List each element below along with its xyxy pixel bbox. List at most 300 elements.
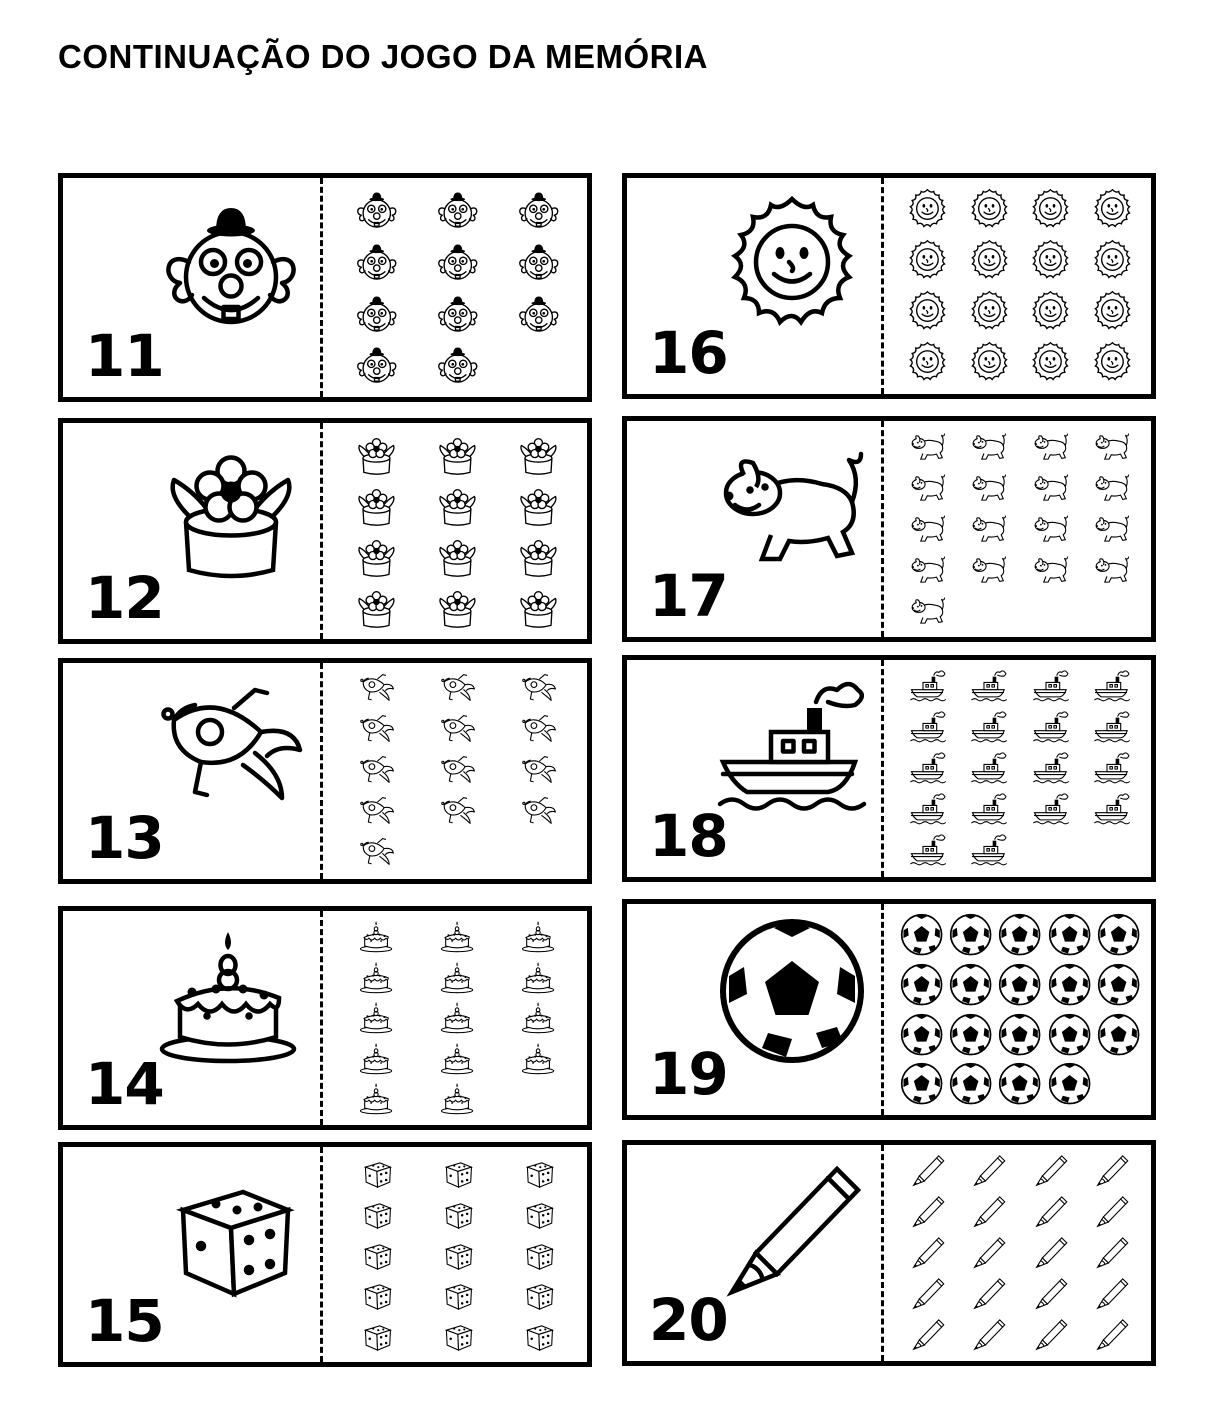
- main-illustration: [717, 1157, 867, 1312]
- pencil-icon: [1033, 1153, 1069, 1189]
- count-item: [1094, 1276, 1130, 1317]
- count-item: [440, 671, 476, 712]
- count-item: [440, 1000, 476, 1041]
- count-item: [1094, 1235, 1130, 1276]
- count-item: [359, 1237, 395, 1278]
- pencil-icon: [1033, 1276, 1069, 1312]
- count-item: [354, 239, 400, 290]
- flower-pot-icon: [435, 483, 480, 528]
- sun-face-icon: [1028, 238, 1073, 283]
- dog-icon: [971, 429, 1007, 465]
- page-title: CONTINUAÇÃO DO JOGO DA MEMÓRIA: [58, 38, 708, 75]
- sun-face-icon: [1090, 238, 1135, 283]
- dashed-divider: [320, 663, 323, 879]
- count-item: [998, 1013, 1041, 1061]
- card-number: 19: [649, 1040, 728, 1108]
- memory-card-16[interactable]: [622, 173, 1156, 399]
- count-item: [521, 794, 557, 835]
- dog-icon: [971, 470, 1007, 506]
- count-item: [1033, 1194, 1069, 1235]
- count-item: [521, 1277, 557, 1318]
- count-item: [359, 1155, 395, 1196]
- steamboat-icon: [1033, 709, 1069, 745]
- count-item: [359, 794, 395, 835]
- sun-face-icon: [967, 187, 1012, 232]
- rocket-icon: [440, 794, 476, 830]
- count-item: [1090, 238, 1135, 288]
- rocket-icon: [156, 675, 306, 825]
- memory-card-18[interactable]: [622, 655, 1156, 882]
- count-item: [516, 432, 561, 482]
- rocket-icon: [440, 712, 476, 748]
- pencil-icon: [1094, 1194, 1130, 1230]
- steamboat-icon: [971, 709, 1007, 745]
- rocket-icon: [359, 753, 395, 789]
- count-item: [440, 1081, 476, 1122]
- count-item: [1033, 709, 1069, 750]
- card-number-half: [63, 423, 320, 639]
- count-item: [521, 1318, 557, 1359]
- soccer-ball-icon: [1097, 913, 1140, 956]
- sun-face-icon: [1028, 340, 1073, 385]
- count-item: [949, 1013, 992, 1061]
- card-number: 17: [649, 562, 728, 630]
- count-item: [516, 585, 561, 635]
- flower-pot-icon: [516, 585, 561, 630]
- count-item: [435, 239, 481, 290]
- count-illustrations: [889, 178, 1151, 394]
- memory-card-15[interactable]: [58, 1142, 592, 1367]
- pencil-icon: [1033, 1194, 1069, 1230]
- pencil-icon: [971, 1317, 1007, 1353]
- main-illustration: [156, 435, 306, 590]
- card-number: 12: [85, 564, 164, 632]
- count-item: [359, 919, 395, 960]
- pencil-icon: [910, 1194, 946, 1230]
- main-illustration: [717, 190, 867, 345]
- main-illustration: [717, 672, 867, 827]
- count-item: [905, 187, 950, 237]
- clown-face-icon: [354, 239, 400, 285]
- count-item: [1094, 1153, 1130, 1194]
- dice-icon: [521, 1277, 557, 1313]
- count-item: [521, 919, 557, 960]
- count-item: [1033, 1317, 1069, 1358]
- rocket-icon: [521, 712, 557, 748]
- pencil-icon: [1094, 1276, 1130, 1312]
- count-item: [1028, 340, 1073, 390]
- memory-card-19[interactable]: [622, 899, 1156, 1120]
- memory-card-13[interactable]: [58, 658, 592, 884]
- dice-icon: [521, 1237, 557, 1273]
- steamboat-icon: [910, 791, 946, 827]
- pencil-icon: [971, 1235, 1007, 1271]
- count-item: [900, 1013, 943, 1061]
- count-item: [435, 483, 480, 533]
- count-item: [971, 1317, 1007, 1358]
- soccer-ball-icon: [1097, 1013, 1140, 1056]
- count-item: [1033, 668, 1069, 709]
- card-number: 15: [85, 1287, 164, 1355]
- soccer-ball-icon: [1048, 913, 1091, 956]
- card-number: 18: [649, 802, 728, 870]
- count-item: [440, 1277, 476, 1318]
- rocket-icon: [359, 671, 395, 707]
- count-item: [1090, 187, 1135, 237]
- count-item: [1033, 511, 1069, 552]
- count-item: [971, 470, 1007, 511]
- dice-icon: [521, 1318, 557, 1354]
- soccer-ball-icon: [998, 1013, 1041, 1056]
- clown-face-icon: [354, 291, 400, 337]
- count-item: [435, 432, 480, 482]
- steamboat-icon: [1094, 791, 1130, 827]
- count-item: [910, 750, 946, 791]
- count-item: [354, 534, 399, 584]
- rocket-icon: [521, 671, 557, 707]
- pencil-icon: [910, 1317, 946, 1353]
- count-item: [949, 963, 992, 1011]
- birthday-cake-icon: [521, 1041, 557, 1077]
- soccer-ball-icon: [900, 1062, 943, 1105]
- count-item: [998, 963, 1041, 1011]
- dog-icon: [1094, 470, 1130, 506]
- flower-pot-icon: [354, 585, 399, 630]
- count-item: [900, 913, 943, 961]
- clown-face-icon: [354, 342, 400, 388]
- steamboat-icon: [1033, 750, 1069, 786]
- sun-face-icon: [1028, 187, 1073, 232]
- count-item: [971, 511, 1007, 552]
- dashed-divider: [320, 1147, 323, 1362]
- count-item: [521, 960, 557, 1001]
- count-item: [359, 753, 395, 794]
- dice-icon: [359, 1196, 395, 1232]
- birthday-cake-icon: [440, 919, 476, 955]
- count-item: [971, 750, 1007, 791]
- count-item: [1094, 552, 1130, 593]
- dashed-divider: [881, 904, 884, 1115]
- main-illustration: [156, 190, 306, 345]
- count-item: [1094, 470, 1130, 511]
- memory-card-14[interactable]: [58, 906, 592, 1130]
- memory-card-11[interactable]: [58, 173, 592, 402]
- count-item: [359, 1277, 395, 1318]
- birthday-cake-icon: [440, 960, 476, 996]
- dog-icon: [971, 511, 1007, 547]
- count-item: [971, 1276, 1007, 1317]
- soccer-ball-icon: [949, 1013, 992, 1056]
- steamboat-icon: [1033, 791, 1069, 827]
- dog-icon: [910, 511, 946, 547]
- sun-face-icon: [1090, 340, 1135, 385]
- count-item: [1028, 187, 1073, 237]
- sun-face-icon: [967, 340, 1012, 385]
- dice-icon: [156, 1159, 306, 1309]
- count-item: [1028, 238, 1073, 288]
- count-item: [1094, 1317, 1130, 1358]
- count-item: [1048, 963, 1091, 1011]
- dashed-divider: [881, 421, 884, 637]
- card-number: 16: [649, 319, 728, 387]
- count-item: [359, 671, 395, 712]
- rocket-icon: [521, 753, 557, 789]
- count-item: [440, 712, 476, 753]
- count-item: [521, 1041, 557, 1082]
- dog-icon: [971, 552, 1007, 588]
- count-illustrations: [328, 178, 587, 397]
- count-item: [359, 960, 395, 1001]
- soccer-ball-icon: [949, 963, 992, 1006]
- soccer-ball-icon: [998, 1062, 1041, 1105]
- birthday-cake-icon: [440, 1000, 476, 1036]
- count-item: [1033, 429, 1069, 470]
- soccer-ball-icon: [1048, 1013, 1091, 1056]
- count-item: [1033, 1235, 1069, 1276]
- steamboat-icon: [1094, 709, 1130, 745]
- soccer-ball-icon: [900, 913, 943, 956]
- count-item: [354, 187, 400, 238]
- pencil-icon: [1033, 1235, 1069, 1271]
- count-illustrations: [328, 911, 587, 1125]
- clown-face-icon: [435, 239, 481, 285]
- sun-face-icon: [1090, 289, 1135, 334]
- card-number: 14: [85, 1050, 164, 1118]
- rocket-icon: [359, 712, 395, 748]
- count-item: [971, 1194, 1007, 1235]
- count-item: [521, 1000, 557, 1041]
- clown-face-icon: [156, 190, 306, 340]
- count-item: [971, 1235, 1007, 1276]
- flower-pot-icon: [354, 432, 399, 477]
- card-number-half: [627, 660, 881, 877]
- pencil-icon: [910, 1276, 946, 1312]
- dice-icon: [359, 1277, 395, 1313]
- count-item: [1094, 750, 1130, 791]
- steamboat-icon: [971, 832, 1007, 868]
- birthday-cake-icon: [359, 919, 395, 955]
- dog-icon: [1094, 552, 1130, 588]
- count-item: [516, 187, 562, 238]
- dog-icon: [1033, 552, 1069, 588]
- count-item: [910, 709, 946, 750]
- flower-pot-icon: [435, 534, 480, 579]
- dashed-divider: [320, 178, 323, 397]
- count-item: [1048, 1013, 1091, 1061]
- count-illustrations: [328, 423, 587, 639]
- count-item: [521, 1196, 557, 1237]
- count-item: [967, 289, 1012, 339]
- count-item: [910, 552, 946, 593]
- count-item: [1097, 1013, 1140, 1061]
- clown-face-icon: [516, 291, 562, 337]
- dice-icon: [359, 1155, 395, 1191]
- dice-icon: [521, 1196, 557, 1232]
- count-illustrations: [889, 421, 1151, 637]
- count-item: [359, 1041, 395, 1082]
- rocket-icon: [440, 753, 476, 789]
- count-item: [1033, 1276, 1069, 1317]
- count-item: [1094, 1194, 1130, 1235]
- dashed-divider: [320, 911, 323, 1125]
- sun-face-icon: [967, 238, 1012, 283]
- steamboat-icon: [1094, 750, 1130, 786]
- birthday-cake-icon: [440, 1041, 476, 1077]
- dashed-divider: [881, 1145, 884, 1361]
- count-item: [516, 239, 562, 290]
- dice-icon: [359, 1237, 395, 1273]
- rocket-icon: [440, 671, 476, 707]
- birthday-cake-icon: [156, 923, 306, 1073]
- count-illustrations: [328, 663, 587, 879]
- count-illustrations: [328, 1147, 587, 1362]
- sun-face-icon: [1090, 187, 1135, 232]
- count-item: [910, 1153, 946, 1194]
- count-item: [910, 429, 946, 470]
- pencil-icon: [910, 1153, 946, 1189]
- pencil-icon: [910, 1235, 946, 1271]
- dog-icon: [910, 593, 946, 629]
- sun-face-icon: [905, 187, 950, 232]
- flower-pot-icon: [516, 483, 561, 528]
- soccer-ball-icon: [1097, 963, 1140, 1006]
- memory-card-20[interactable]: [622, 1140, 1156, 1366]
- count-item: [900, 1062, 943, 1110]
- birthday-cake-icon: [359, 960, 395, 996]
- soccer-ball-icon: [900, 963, 943, 1006]
- count-item: [905, 238, 950, 288]
- steamboat-icon: [910, 709, 946, 745]
- count-item: [435, 585, 480, 635]
- count-item: [359, 1000, 395, 1041]
- dog-icon: [1033, 470, 1069, 506]
- steamboat-icon: [910, 750, 946, 786]
- count-item: [359, 1196, 395, 1237]
- count-item: [354, 585, 399, 635]
- clown-face-icon: [516, 187, 562, 233]
- birthday-cake-icon: [359, 1000, 395, 1036]
- count-item: [1048, 913, 1091, 961]
- card-number-half: [63, 911, 320, 1125]
- birthday-cake-icon: [359, 1081, 395, 1117]
- count-item: [1090, 289, 1135, 339]
- soccer-ball-icon: [949, 1062, 992, 1105]
- steamboat-icon: [910, 832, 946, 868]
- clown-face-icon: [435, 291, 481, 337]
- card-number-half: [63, 663, 320, 879]
- pencil-icon: [1094, 1317, 1130, 1353]
- card-number: 20: [649, 1286, 728, 1354]
- flower-pot-icon: [435, 432, 480, 477]
- count-item: [440, 794, 476, 835]
- count-item: [967, 238, 1012, 288]
- count-item: [354, 342, 400, 393]
- flower-pot-icon: [516, 534, 561, 579]
- count-item: [354, 291, 400, 342]
- main-illustration: [717, 916, 867, 1071]
- memory-card-12[interactable]: [58, 418, 592, 644]
- count-item: [440, 919, 476, 960]
- card-number: 13: [85, 804, 164, 872]
- count-item: [440, 753, 476, 794]
- card-number: 11: [85, 322, 164, 390]
- main-illustration: [156, 923, 306, 1078]
- count-item: [1094, 791, 1130, 832]
- count-item: [1033, 470, 1069, 511]
- count-item: [967, 340, 1012, 390]
- count-item: [354, 483, 399, 533]
- rocket-icon: [359, 794, 395, 830]
- steamboat-icon: [971, 791, 1007, 827]
- count-item: [1033, 750, 1069, 791]
- count-item: [1094, 429, 1130, 470]
- dice-icon: [440, 1318, 476, 1354]
- count-item: [949, 913, 992, 961]
- count-item: [1097, 963, 1140, 1011]
- count-item: [1048, 1062, 1091, 1110]
- count-item: [1033, 1153, 1069, 1194]
- count-item: [516, 534, 561, 584]
- soccer-ball-icon: [949, 913, 992, 956]
- main-illustration: [717, 433, 867, 588]
- count-item: [354, 432, 399, 482]
- card-number-half: [627, 904, 881, 1115]
- birthday-cake-icon: [359, 1041, 395, 1077]
- count-item: [1090, 340, 1135, 390]
- pencil-icon: [971, 1153, 1007, 1189]
- soccer-ball-icon: [900, 1013, 943, 1056]
- count-item: [971, 429, 1007, 470]
- count-item: [910, 593, 946, 634]
- dog-icon: [1094, 511, 1130, 547]
- count-item: [440, 1155, 476, 1196]
- count-item: [521, 1237, 557, 1278]
- soccer-ball-icon: [1048, 1062, 1091, 1105]
- count-item: [1033, 552, 1069, 593]
- soccer-ball-icon: [998, 913, 1041, 956]
- memory-card-17[interactable]: [622, 416, 1156, 642]
- count-item: [359, 1081, 395, 1122]
- pencil-icon: [971, 1276, 1007, 1312]
- count-item: [1094, 511, 1130, 552]
- count-item: [910, 470, 946, 511]
- main-illustration: [156, 675, 306, 830]
- sun-face-icon: [717, 190, 867, 340]
- sun-face-icon: [905, 340, 950, 385]
- clown-face-icon: [435, 187, 481, 233]
- dog-icon: [1033, 511, 1069, 547]
- card-number-half: [63, 1147, 320, 1362]
- card-number-half: [627, 178, 881, 394]
- count-item: [516, 291, 562, 342]
- dice-icon: [440, 1237, 476, 1273]
- flower-pot-icon: [156, 435, 306, 585]
- sun-face-icon: [1028, 289, 1073, 334]
- count-item: [910, 668, 946, 709]
- count-item: [1028, 289, 1073, 339]
- pencil-icon: [717, 1157, 867, 1307]
- soccer-ball-icon: [717, 916, 867, 1066]
- count-item: [440, 960, 476, 1001]
- count-item: [971, 791, 1007, 832]
- birthday-cake-icon: [521, 960, 557, 996]
- dashed-divider: [881, 660, 884, 877]
- steamboat-icon: [971, 750, 1007, 786]
- dog-icon: [910, 552, 946, 588]
- count-item: [435, 534, 480, 584]
- count-item: [905, 289, 950, 339]
- count-item: [435, 342, 481, 393]
